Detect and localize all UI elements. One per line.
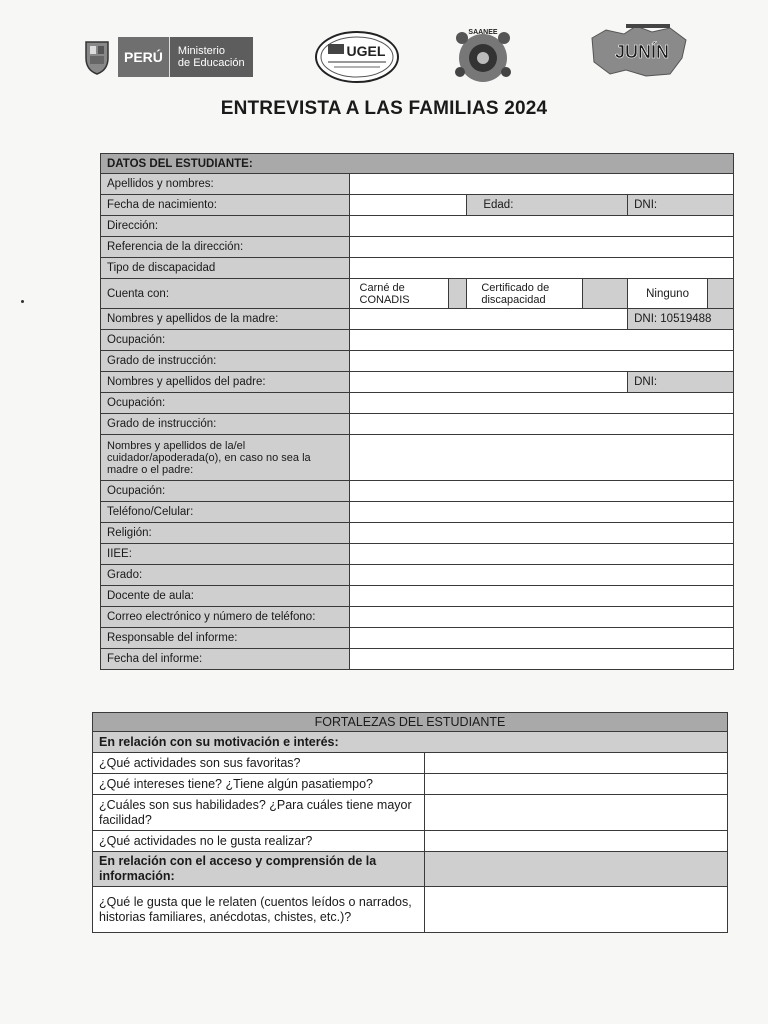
label-religion: Religión:: [101, 523, 350, 544]
question-abilities: ¿Cuáles son sus habilidades? ¿Para cuáles tiene mayor facilidad?: [93, 795, 425, 831]
field-mother-name[interactable]: [349, 309, 628, 330]
label-father-education: Grado de instrucción:: [101, 414, 350, 435]
minedu-banner: [118, 37, 253, 77]
saanee-logo: [450, 24, 516, 86]
field-disability-type[interactable]: [349, 258, 733, 279]
label-mother-occupation: Ocupación:: [101, 330, 350, 351]
access-subheader: En relación con el acceso y comprensión de la información:: [93, 852, 425, 887]
checkbox-certificate[interactable]: [583, 279, 628, 309]
field-mother-occupation[interactable]: [349, 330, 733, 351]
label-has: Cuenta con:: [101, 279, 350, 309]
question-disliked-activities: ¿Qué actividades no le gusta realizar?: [93, 831, 425, 852]
label-dni: DNI:: [628, 195, 734, 216]
answer-disliked-activities[interactable]: [424, 831, 727, 852]
answer-stories[interactable]: [424, 887, 727, 933]
ministry-line2: de Educación: [177, 57, 245, 69]
minedu-logo: [82, 36, 280, 78]
label-mother-name: Nombres y apellidos de la madre:: [101, 309, 350, 330]
peru-shield-icon: [82, 38, 112, 76]
mother-dni: DNI: 10519488: [628, 309, 734, 330]
field-teacher[interactable]: [349, 586, 733, 607]
junin-text: JUNÍN: [614, 42, 670, 62]
answer-abilities[interactable]: [424, 795, 727, 831]
ministry-line1: Ministerio: [177, 45, 225, 57]
field-names[interactable]: [349, 174, 733, 195]
field-address-reference[interactable]: [349, 237, 733, 258]
label-address: Dirección:: [101, 216, 350, 237]
field-report-date[interactable]: [349, 649, 733, 670]
label-grade: Grado:: [101, 565, 350, 586]
label-age: Edad:: [467, 195, 628, 216]
label-teacher: Docente de aula:: [101, 586, 350, 607]
question-stories: ¿Qué le gusta que le relaten (cuentos leídos o narrados, historias familiares, anécdotas, chistes, etc.)?: [93, 887, 425, 933]
field-father-education[interactable]: [349, 414, 733, 435]
label-address-reference: Referencia de la dirección:: [101, 237, 350, 258]
scan-speck: [21, 300, 24, 303]
ugel-logo: [314, 30, 400, 84]
document-title: ENTREVISTA A LAS FAMILIAS 2024: [220, 98, 548, 119]
question-interests: ¿Qué intereses tiene? ¿Tiene algún pasatiempo?: [93, 774, 425, 795]
field-mother-education[interactable]: [349, 351, 733, 372]
field-report-responsible[interactable]: [349, 628, 733, 649]
answer-favorite-activities[interactable]: [424, 753, 727, 774]
field-guardian-name[interactable]: [349, 435, 733, 481]
peru-label: PERÚ: [118, 37, 170, 77]
field-father-name[interactable]: [349, 372, 628, 393]
field-address[interactable]: [349, 216, 733, 237]
option-none: Ninguno: [628, 279, 708, 309]
label-father-name: Nombres y apellidos del padre:: [101, 372, 350, 393]
label-guardian-name: Nombres y apellidos de la/el cuidador/apoderada(o), en caso no sea la madre o el padre:: [101, 435, 350, 481]
checkbox-none[interactable]: [708, 279, 734, 309]
label-birth-date: Fecha de nacimiento:: [101, 195, 350, 216]
ugel-text: UGEL: [346, 43, 386, 59]
label-phone: Teléfono/Celular:: [101, 502, 350, 523]
answer-interests[interactable]: [424, 774, 727, 795]
field-phone[interactable]: [349, 502, 733, 523]
label-email-phone: Correo electrónico y número de teléfono:: [101, 607, 350, 628]
label-report-date: Fecha del informe:: [101, 649, 350, 670]
field-guardian-occupation[interactable]: [349, 481, 733, 502]
field-religion[interactable]: [349, 523, 733, 544]
label-names: Apellidos y nombres:: [101, 174, 350, 195]
student-section-title: DATOS DEL ESTUDIANTE:: [101, 154, 734, 174]
checkbox-conadis[interactable]: [449, 279, 467, 309]
option-conadis: Carné de CONADIS: [349, 279, 449, 309]
label-guardian-occupation: Ocupación:: [101, 481, 350, 502]
strengths-section-title: FORTALEZAS DEL ESTUDIANTE: [93, 713, 728, 732]
field-grade[interactable]: [349, 565, 733, 586]
question-favorite-activities: ¿Qué actividades son sus favoritas?: [93, 753, 425, 774]
label-school: IIEE:: [101, 544, 350, 565]
label-mother-education: Grado de instrucción:: [101, 351, 350, 372]
field-father-occupation[interactable]: [349, 393, 733, 414]
ministry-name: [170, 45, 253, 69]
label-father-dni: DNI:: [628, 372, 734, 393]
junin-logo: [586, 22, 690, 80]
label-disability-type: Tipo de discapacidad: [101, 258, 350, 279]
motivation-subheader: En relación con su motivación e interés:: [93, 732, 728, 753]
access-subheader-blank: [424, 852, 727, 887]
strengths-table: [92, 712, 728, 933]
option-certificate: Certificado de discapacidad: [467, 279, 583, 309]
label-report-responsible: Responsable del informe:: [101, 628, 350, 649]
label-father-occupation: Ocupación:: [101, 393, 350, 414]
saanee-text: SAANEE: [468, 29, 498, 36]
field-birth-date[interactable]: [349, 195, 467, 216]
field-email-phone[interactable]: [349, 607, 733, 628]
student-data-table: [100, 153, 734, 670]
field-school[interactable]: [349, 544, 733, 565]
